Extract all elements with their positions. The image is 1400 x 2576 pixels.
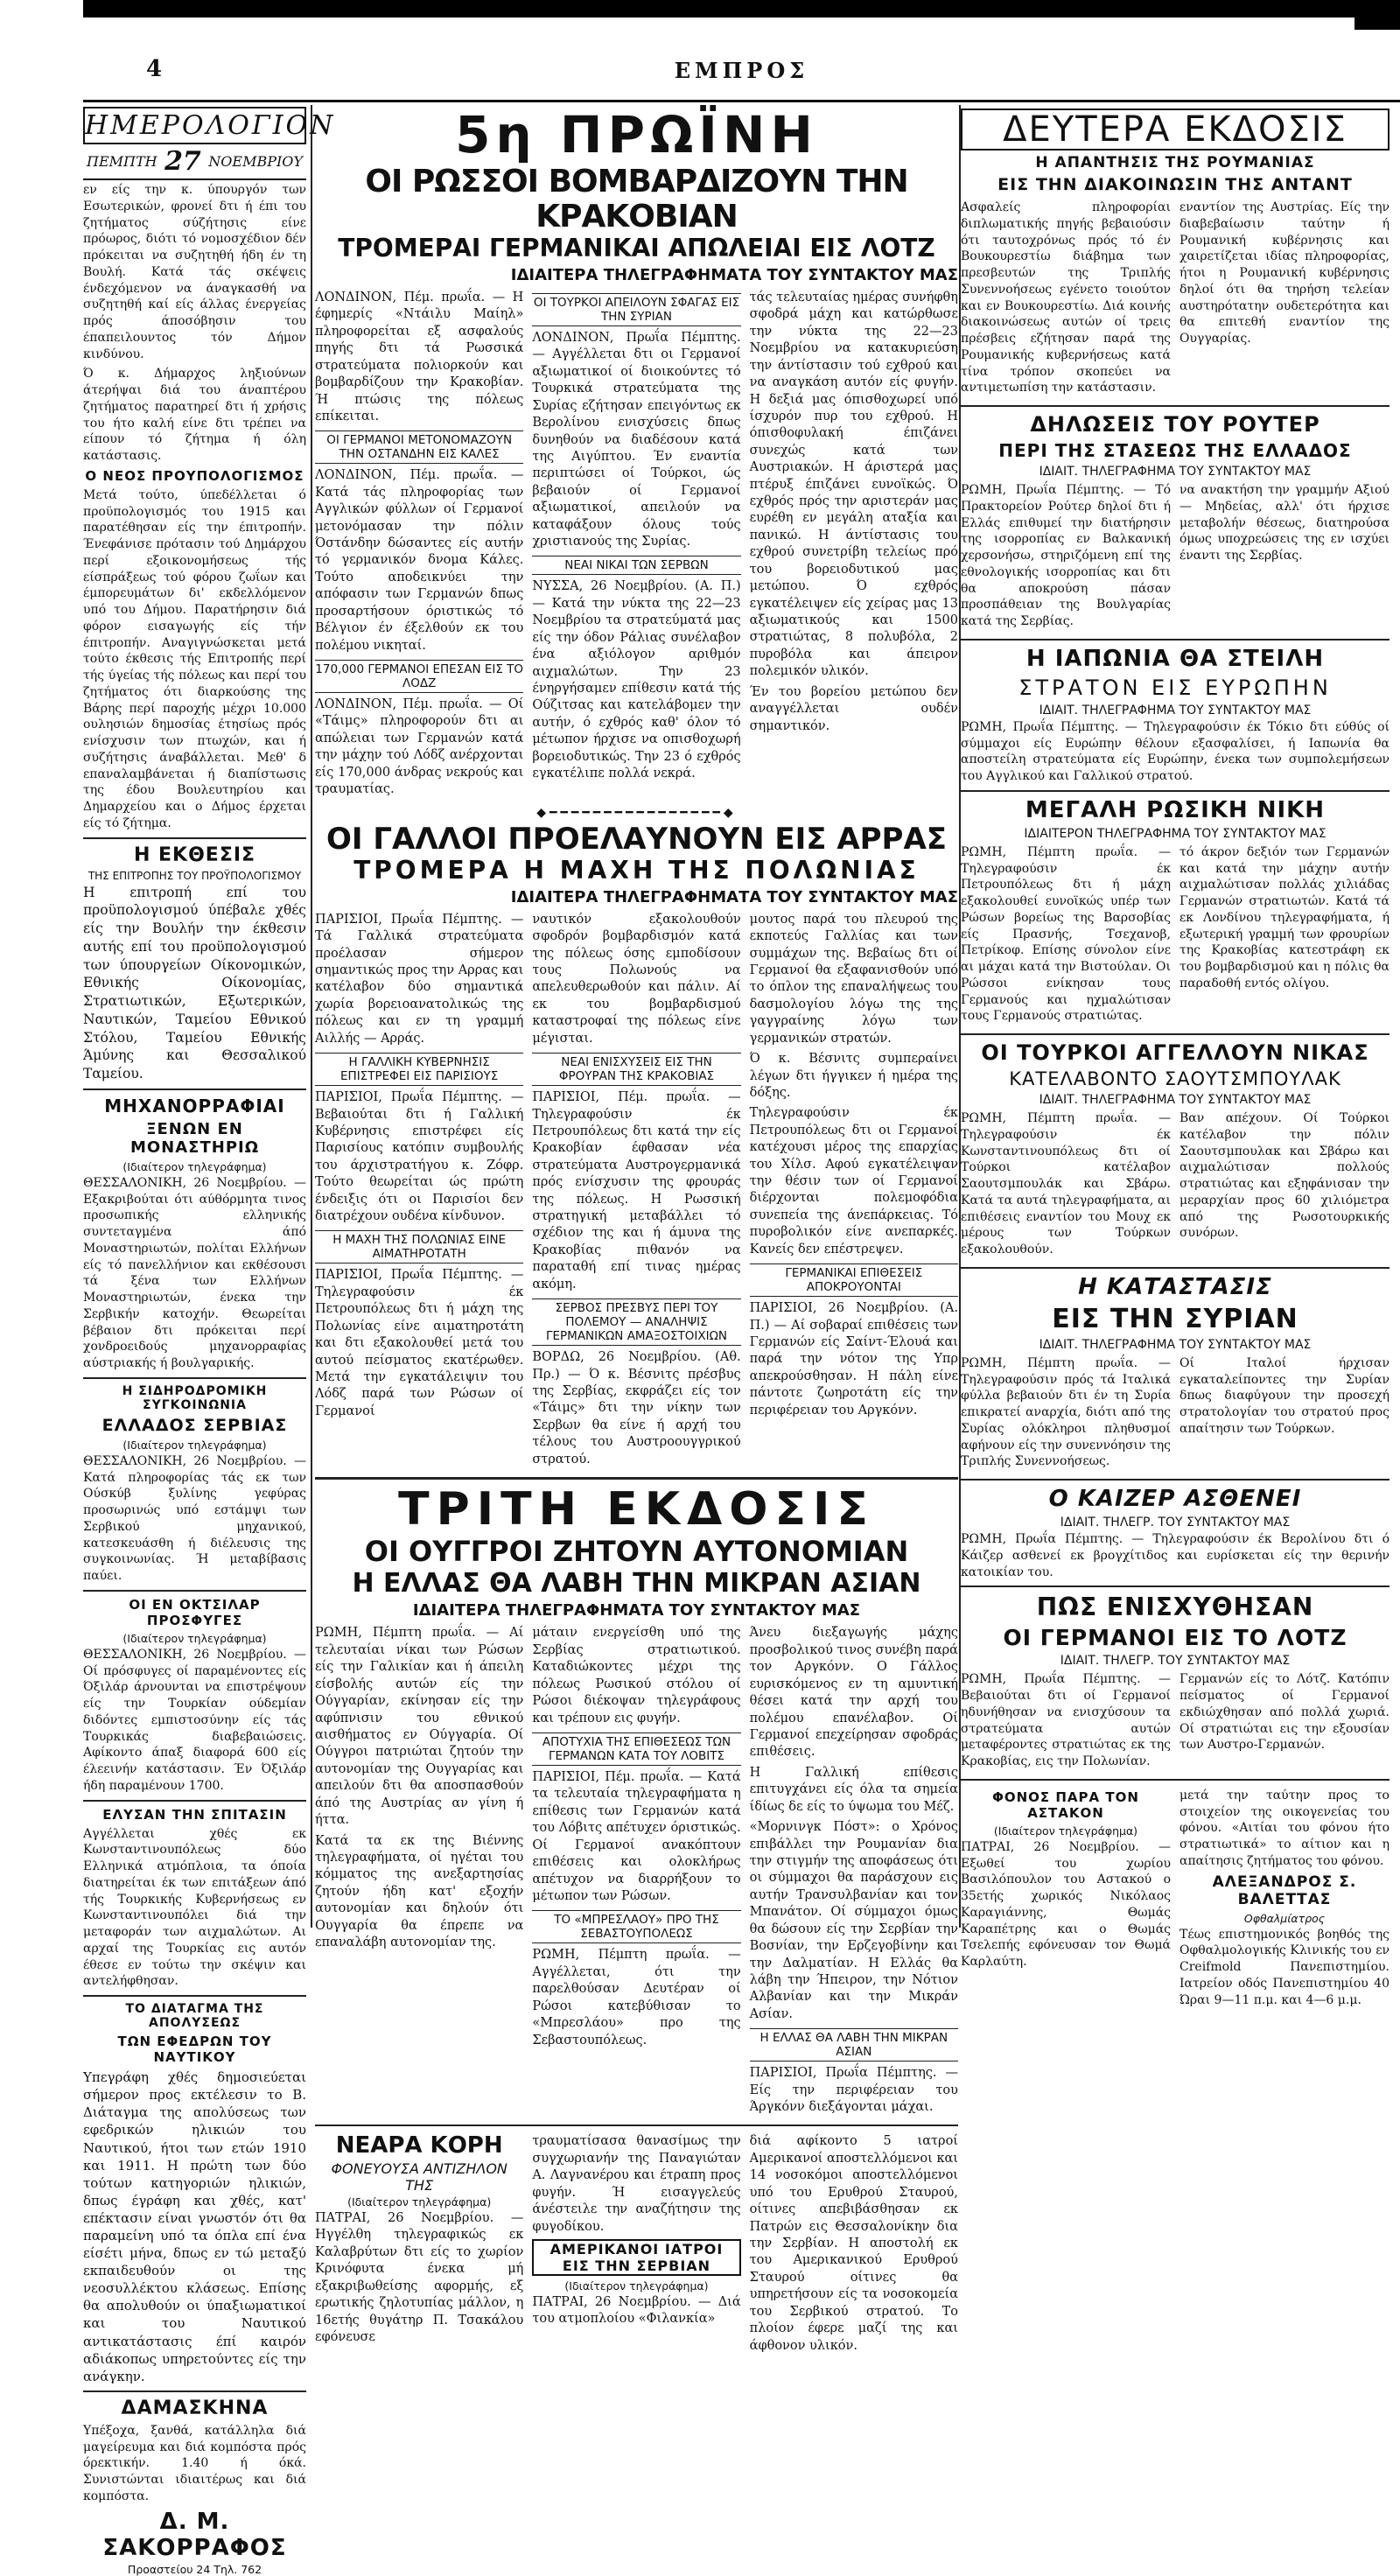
headline: ΦΟΝΟΣ ΠΑΡΑ ΤΟΝ ΑΣΤΑΚΟΝ [992,1788,1139,1821]
article-text: ΘΕΣΣΑΛΟΝΙΚΗ, 26 Νοεμβρίου. — Οί πρόσφυγες οί παραμένοντες είς Όξιλάρ άρνουνται να επιστρέψουν είς την Τουρκίαν ούδεμίαν διδόντες εμπιστοσύνην είς τάς Τουρκικάς διαβεβαιώσεις. Αφίκοντο άπαξ διαφορά 600 είς έλεεινήν κατάστασιν. Έν Όξιλάρ ήδη παραμένουν 1700. [83,1647,306,1793]
article-text: Τηλεγραφούσιν έκ Πετρουπόλεως δτι οι Γερμανοί κατέχουσι μέρος της επαρχίας του Χίλσ. Αφού εγκατέλειψαν την θέσιν των οί Γερμανοί διέρχονται πολεμοφόδια συνεπεία της άνεπάρκειας. Τό πυροβολικόν είνε ανεπαρκές. Κανείς δεν επέστρεψεν. [749,1106,958,1256]
article-row [961,198,1390,400]
tag: (Ιδιαίτερον τηλεγράφημα) [993,1824,1138,1838]
calendar-month: ΝΟΕΜΒΡΙΟΥ [208,153,303,170]
subheadline: ΟΙ ΓΕΡΜΑΝΟΙ ΜΕΤΟΝΟΜΑΖΟΥΝ ΤΗΝ ΟΣΤΑΝΔΗΝ ΕΙΣ ΚΑΛΕΣ [315,430,523,464]
article-text: ΛΟΝΔΙΝΟΝ, Πέμ. πρωΐα. — Κατά τάς πληροφορίας των Αγγλικών φύλλων οί Γερμανοί μετονόμασαν την πόλιν Όστάνδην δώσαντες είς αυτήν τό γερμανικόν δνομα Κάλες. Τούτο αποδεικνύει την απόφασιν των Γερμανών δπως προσαρτήσουν όριστικώς τό Βέλγιον έν έξελθούν εκ του πολέμου νικηταί. [315,468,524,653]
sub-headline: ΦΟΝΕΥΟΥΣΑ ΑΝΤΙΖΗΛΟΝ ΤΗΣ [331,2160,508,2194]
right-column [961,107,1390,2007]
article-text: μουτος παρά του πλευρού της εκποτεύς Γαλλίας και των συμμάχων της. Βεβαίως δτι οί Γερμανοί θα εξαφανισθούν υπό το όπλον της επαναλήψεως του δασμολογίου λόγω της της γαγγραίνης λόγω των γερμανικών στρατών. [749,912,958,1046]
page-top-border [83,0,1400,18]
byline: ΙΔΙΑΙΤ. ΤΗΛΕΓΡΑΦΗΜΑ ΤΟΥ ΣΥΝΤΑΚΤΟΥ ΜΑΣ [1039,465,1312,479]
article-text: ΝΥΣΣΑ, 26 Νοεμβρίου. (Α. Π.) — Κατά την νύκτα της 22—23 Νοεμβρίου τα στρατεύματά μας είς την όδον Ράλιας συνέλαβον ένα αξιόλογον αριθμόν αιχμαλώτων. Την 23 ένηργήσαμεν επίθεσιν κατά τής Ούζιτσας και κατελάβομεν την αυτήν, ό εχθρός καθ' όλον τό μέτωπον ήρχισε να οπισθοχωρή βορειοδυτικώς. Την 23 ό εχθρός εγκατέλιπε πολλά νεκρά. [532,579,741,781]
article-row [315,2132,958,2357]
calendar-text: εν είς την κ. ύπουργόν των Εσωτερικών, φρονεί δτι ή έπι του ζητήματος σύζήτησις είνε πρόωρος, διότι τό νομοσχέδιον δέν πρόκειται να συζητηθή ήδη έν τη Βουλή. Κατά τάς σκέψεις ένδεχόμενον να άναγκασθή να συζητηθή καί είς άλλας ένεργείας πρός άποσόβησιν του έπαπειλουντος τόν Δήμον κινδύνου. [83,183,306,361]
page-number: 4 [146,56,163,82]
ad-address: Προαστείου 24 Τηλ. 762 [127,2562,262,2576]
subheadline: ΑΠΟΤΥΧΙΑ ΤΗΣ ΕΠΙΘΕΣΕΩΣ ΤΩΝ ΓΕΡΜΑΝΩΝ ΚΑΤΑ ΤΟΥ ΛΟΒΙΤΣ [532,1732,740,1766]
left-column [83,107,336,2576]
tag: (Ιδιαίτερον τηλεγράφημα) [122,1159,267,1173]
headline: ΟΙ ΟΥΓΓΡΟΙ ΖΗΤΟΥΝ ΑΥΤΟΝΟΜΙΑΝ [364,1535,909,1569]
subheadline: ΝΕΑΙ ΕΝΙΣΧΥΣΕΙΣ ΕΙΣ ΤΗΝ ΦΡΟΥΡΑΝ ΤΗΣ ΚΡΑΚΟΒΙΑΣ [532,1053,740,1086]
sub-headline: ΠΕΡΙ ΤΗΣ ΣΤΑΣΕΩΣ ΤΗΣ ΕΛΛΑΔΟΣ [998,440,1352,461]
article-text: Υπεγράφη χθές δημοσιεύεται σήμερον προς εκτέλεσιν το Β. Διάταγμα της απολύσεως των εφεδρικών ηλικιών του Ναυτικού, ήτοι των ετών 1910 και 1911. Η πρώτη των δύο τούτων κατηγοριών ηλικιών, δπως έγράφη και χθές, κατ' επέκτασιν είναι γνωστόν ότι θα παραμείνη υπό τα όπλα επί ένα είσέτι μήνα, δπως εν τώ μεταξύ εκπαιδευθούν οι της νεοσυλλέκτου κλάσεως. Επίσης θα απολυθούν οι ύπαξιωματικοί και του Ναυτικού αντικατάστασις έπί καιρόν αδιάκοπως υπηρετούντες είς την ανάγκην. [83,2069,306,2384]
byline: ΙΔΙΑΙΤΕΡΑ ΤΗΛΕΓΡΑΦΗΜΑΤΑ ΤΟΥ ΣΥΝΤΑΚΤΟΥ ΜΑΣ [412,1601,861,1620]
section-title: Η ΣΙΔΗΡΟΔΡΟΜΙΚΗ ΣΥΓΚΟΙΝΩΝΙΑ [122,1383,268,1412]
article-text: Ασφαλείς πληροφορίαι διπλωματικής πηγής βεβαιούσιν ότι ταυτοχρόνως πρός τό έν Βουκουρεστίω διάβημα των πρεσβευτών της Τριπλής Συνεννοήσεως εγένετο τοιούτον και εν Βουκουρεστίω. Διά κοινής διακοινώσεως αυτών οί τρεις πρέσβεις εζήτησαν παρά της Ρουμανικής κυβερνήσεως κατά τίνα τρόπον σκοπεύει να αντιμετωπίση την κατάστασιν. [961,200,1171,396]
article-text: ΡΩΜΗ, Πέμπτη πρωΐα. — Αγγέλλεται, ότι την παρελθούσαν Δευτέραν οί Ρώσοι κατεβύθισαν το «Μπρεσλάου» προ της Σεβαστουπόλεως. [532,1948,741,2048]
ad-role: Οφθαλμίατρος [1243,1911,1326,1925]
calendar-date [83,144,306,180]
article-text: να ανακτήση την γραμμήν Αξιού — Μηδείας, αλλ' ότι ήρχισε μεταβολήν θέσεως, διατηρούσα όμως υποχρεώσεις της εν ισχύει έναντι της Σερβίας. [1180,483,1390,563]
sub-headline: ΕΙΣ ΤΗΝ ΣΥΡΙΑΝ [1052,1303,1298,1334]
calendar-weekday: ΠΕΜΠΤΗ [87,153,158,170]
subheadline: ΝΕΑΙ ΝΙΚΑΙ ΤΩΝ ΣΕΡΒΩΝ [532,556,740,575]
article-text: Κατά τα εκ της Βιέννης τηλεγραφήματα, οί ηγέται του κόμματος της ανεξαρτησίας ζητούν ήδη κατ' εξοχήν αυτονομίαν και δηλούν ότι Ουγγαρία θα έπρεπε να επαναλάβη αυτονομίαν της. [315,1833,524,1950]
headline: Η ΙΑΠΩΝΙΑ ΘΑ ΣΤΕΙΛΗ [1026,645,1325,672]
article-text: ΘΕΣΣΑΛΟΝΙΚΗ, 26 Νοεμβρίου. — Κατά πληροφορίας τάς εκ των Ούσκύβ ξυλίνης γεφύρας προσωρινώς υπό εστάμψι των Σερβικού μηχανικού, κατεσκευάσθη ή διέλευσις της συγκοινωνίας. Ή μεταβίβασις παύει. [83,1453,306,1584]
sub-headline: ΚΑΤΕΛΑΒΟΝΤΟ ΣΑΟΥΤΣΜΠΟΥΛΑΚ [1009,1068,1341,1089]
article-row [315,288,958,802]
page-top-border-notch [1354,18,1400,30]
sub-headline: ΤΡΟΜΕΡΑΙ ΓΕΡΜΑΝΙΚΑΙ ΑΠΩΛΕΙΑΙ ΕΙΣ ΛΟΤΖ [338,234,935,263]
section-title: ΕΛΛΑΔΟΣ ΣΕΡΒΙΑΣ [102,1415,288,1435]
article-text: ΡΩΜΗ, Πρωΐα Πέμπτης. — Τό Πρακτορείον Ρούτερ δηλοί δτι ή Ελλάς επιθυμεί την διατήρησιν της ισορροπίας εν Βαλκανική χερσονήσω, στηριζόμενη επί της εθνολογικής ισορροπίας και δτι θα αποκρούση πάσαν προσπάθειαν της Βουλγαρίας κατά της Σερβίας. [961,483,1171,628]
tag: (Ιδιαίτερον τηλεγράφημα) [347,2195,492,2209]
headline: ΑΜΕΡΙΚΑΝΟΙ ΙΑΤΡΟΙ ΕΙΣ ΤΗΝ ΣΕΡΒΙΑΝ [532,2239,740,2276]
ad-text: Τέως επιστημονικός βοηθός της Οφθαλμολογικής Κλινικής του εν Creifmold Πανεπιστημίου. Ιατρείον οδός Πανεπιστημίου 40 Ώραι 9—11 π.μ. και 4—6 μ.μ. [1180,1927,1390,2007]
main-headline: ΟΙ ΡΩΣΣΟΙ ΒΟΜΒΑΡΔΙΖΟΥΝ ΤΗΝ ΚΡΑΚΟΒΙΑΝ [365,164,908,234]
article-text: ναυτικόν εξακολουθούν σφοδρόν βομβαρδισμόν κατά της πόλεως όσης εμποδίσουν τους Πολωνούς να απελευθερωθούν και πάλιν. Αί εκ του βομβαρδισμού καταστροφαί της πόλεως είνε μέγισται. [532,912,741,1046]
section-title: ΤΩΝ ΕΦΕΔΡΩΝ ΤΟΥ ΝΑΥΤΙΚΟΥ [117,2034,272,2066]
subheadline: ΤΟ «ΜΠΡΕΣΛΑΟΥ» ΠΡΟ ΤΗΣ ΣΕΒΑΣΤΟΥΠΟΛΕΩΣ [532,1910,740,1943]
headline: ΠΩΣ ΕΝΙΣΧΥΘΗΣΑΝ [1036,1592,1314,1622]
article-row [961,1354,1390,1474]
article-text: ΠΑΤΡΑΙ, 26 Νοεμβρίου. — Εξωθεί του χωρίου Βασιλόπουλον του Αστακού ο 35ετής χωρικός Νικόλαος Καραγιάννης, Θωμάς Καραπέτρης και ο Θωμάς Τσελεπής εφόνευσαν τον Θωμά Καρλαύτη. [961,1839,1171,1969]
headline: ΜΕΓΑΛΗ ΡΩΣΙΚΗ ΝΙΚΗ [1025,796,1326,823]
article-text: ΠΑΡΙΣΙΟΙ, Πέμ. πρωΐα. — Κατά τα τελευταία τηλεγραφήματα η επίθεσις των Γερμανών κατά του Λόβιτς απέτυχεν όριστικώς. Οί Γερμανοί ανακόπτουν επιθέσεις και ολοκλήρως απέτυχον να διαρρήξουν το μέτωπον των Ρώσων. [532,1770,741,1903]
byline: ΙΔΙΑΙΤ. ΤΗΛΕΓΡ. ΤΟΥ ΣΥΝΤΑΚΤΟΥ ΜΑΣ [1060,1654,1291,1669]
headline: Ο ΚΑΙΖΕΡ ΑΣΘΕΝΕΙ [1048,1486,1302,1512]
subheadline: Η ΕΛΛΑΣ ΘΑ ΛΑΒΗ ΤΗΝ ΜΙΚΡΑΝ ΑΣΙΑΝ [750,2028,958,2062]
sub-headline: Η ΕΛΛΑΣ ΘΑ ΛΑΒΗ ΤΗΝ ΜΙΚΡΑΝ ΑΣΙΑΝ [352,1568,921,1600]
edition-banner: ΤΡΙΤΗ ΕΚΔΟΣΙΣ [398,1483,875,1536]
ad-text: Υπέξοχα, ξανθά, κατάλληλα διά μαγείρευμα και διά κομπόστα πρός όρεκτικήν. 1.40 ή όκά. Συνιστώνται ιδιαιτέρως και διά κομπόστα. [83,2423,306,2503]
headline: ΝΕΑΡΑ ΚΟΡΗ [335,2132,503,2160]
article-text: ΠΑΡΙΣΙΟΙ, Πρωΐα Πέμπτης. — Βεβαιούται δτι ή Γαλλική Κυβέρνησις επιστρέφει είς Παρισίους κατόπιν συμβουλής του άρχιστρατήγου κ. Ζόφρ. Τούτο θεωρείται ώς πρώτη ένδειξις ότι οι Παρισίοι δεν διατρέχουν ουδένα κίνδυνον. [315,1090,524,1224]
article-text: διά αφίκοντο 5 ιατροί Αμερικανοί αποστελλόμενοι και 14 νοσοκόμοι αποστελλόμενοι υπό του Ερυθρού Σταυρού, οίτινες απεβιβάσθησαν εκ Πατρών εις Θεσσαλονίκην δια την Σερβίαν. Η αποστολή εκ του Αμερικανικού Ερυθρού Σταυρού οίτινες θα υπηρετήσουν είς τα νοσοκομεία του Σερβικού στρατού. Το πλοίον έφερε μαζί της και άφθονον υλικόν. [749,2134,958,2353]
article-text: ΠΑΤΡΑΙ, 26 Νοεμβρίου. — Ηγγέλθη τηλεγραφικώς εκ Καλαβρύτων δτι είς το χωρίον Κρινόφυτα ένεκα μή εξακριβωθείσης αφορμής, εξ ερωτικής ζηλοτυπίας μάλλον, η 16ετής θυγάτηρ Π. Τσακάλου εφόνευσε [315,2211,524,2344]
byline: ΙΔΙΑΙΤ. ΤΗΛΕΓΡΑΦΗΜΑ ΤΟΥ ΣΥΝΤΑΚΤΟΥ ΜΑΣ [1039,1337,1312,1352]
column-rule [311,105,312,1928]
subheadline: ΓΕΡΜΑΝΙΚΑΙ ΕΠΙΘΕΣΕΙΣ ΑΠΟΚΡΟΥΟΝΤΑΙ [750,1264,958,1297]
newspaper-name: ΕΜΠΡΟΣ [674,58,809,83]
sub-headline: ΟΙ ΓΕΡΜΑΝΟΙ ΕΙΣ ΤΟ ΛΟΤΖ [1003,1625,1348,1651]
byline: ΙΔΙΑΙΤΕΡΟΝ ΤΗΛΕΓΡΑΦΗΜΑ ΤΟΥ ΣΥΝΤΑΚΤΟΥ ΜΑΣ [1024,826,1326,841]
masthead [83,56,1400,102]
article-text: ΛΟΝΔΙΝΟΝ, Πέμ. πρωΐα. — Η έφημερίς «Ντάιλυ Μαίηλ» πληροφορείται εξ ασφαλούς πηγής δτι τά Ρωσσικά στρατεύματα πολιορκούν και βομβαρδίζουν την Κρακοβίαν. Ή πτώσις της πόλεως επίκειται. [315,290,524,424]
section-title: ΟΙ ΕΝ ΟΚΤΣΙΛΑΡ ΠΡΟΣΦΥΓΕΣ [129,1596,261,1628]
calendar-title: ΗΜΕΡΟΛΟΓΙΟΝ [83,107,306,144]
sub-headline: ΣΤΡΑΤΟΝ ΕΙΣ ΕΥΡΩΠΗΝ [1018,675,1332,700]
article-text: ΛΟΝΔΙΝΟΝ, Πρωΐα Πέμπτης. — Αγγέλλεται δτι οι Γερμανοί αξιωματικοί οί διοικούντες τό Τουρκικά στρατεύματα της Συρίας εζήτησαν επειγόντως εκ Βερολίνου ενισχύσεις δπως δυνηθούν να διαδέσουν κατά της Αιγύπτου. Έν εναντία περιπτώσει οί Τούρκοι, ώς βεβαιούν οί Γερμανοί αξιωματικοί, απειλούν να καταφάξουν όλους τούς χριστιανούς της Συρίας. [532,330,741,550]
subheadline: Η ΓΑΛΛΙΚΗ ΚΥΒΕΡΝΗΣΙΣ ΕΠΙΣΤΡΕΦΕΙ ΕΙΣ ΠΑΡΙΣΙΟΥΣ [315,1053,523,1086]
byline: ΙΔΙΑΙΤ. ΤΗΛΕΓΡΑΦΗΜΑ ΤΟΥ ΣΥΝΤΑΚΤΟΥ ΜΑΣ [1039,703,1312,718]
article-text: ΒΟΡΔΩ, 26 Νοεμβρίου. (Αθ. Πρ.) — Ό κ. Βέσνιτς πρέσβυς της Σερβίας, εκφράζει είς τον «Τάιμς» δτι την νίκην των Σερβων θα είνε ή αρχή του τέλους του Αυστροουγγρικού στρατού. [532,1350,741,1466]
article-text: τραυματίσασα θανασίμως την συγχωριανήν της Παναγιώταν Α. Λαγνανέρου και έτραπη προς φυγήν. Ή εισαγγελεύς άνέστειλε την αναζήτησιν της φυγοδίκου. [532,2134,741,2234]
article-text: ΡΩΜΗ, Πέμπτη πρωΐα. — Αί τελευταίαι νίκαι των Ρώσων είς την Γαλικίαν και ή άπειλη είσβολής αυτών είς την Ούγγαρίαν, εκίνησαν είς την αφύπνισιν του εθνικού αισθήματος εν Ούγγαρία. Οί Ούγγροι πατριώται ζητούν την αυτονομίαν της Ουγγαρίας και απειλούν δτι θα αποσπασθούν άπό της Αυστρίας αν γίνη ή ήττα. [315,1626,524,1828]
article-text: Η Γαλλική επίθεσις επιτυγχάνει είς όλα τα σημεία ίδίως δε είς το ύψωμα του Μέζ. [749,1765,958,1814]
section-title: ΤΟ ΔΙΑΤΑΓΜΑ ΤΗΣ ΑΠΟΛΥΣΕΩΣ [125,2002,264,2031]
sub-headline: ΤΡΟΜΕΡΑ Η ΜΑΧΗ ΤΗΣ ΠΟΛΩΝΙΑΣ [354,855,920,885]
article-text: Άνευ διεξαγωγής μάχης προσβολικού τινος συνέβη παρά τον Αργκόνν. Ο Γάλλος ευρισκόμενος εν τη αμυντική θέσει κατά την αρχή του πολέμου επανέλαβον. Οί Γερμανοί επεχείρησαν σφοδράς επιθέσεις. [749,1626,958,1760]
section-title: ΕΛΥΣΑΝ ΤΗΝ ΣΠΙΤΑΣΙΝ [102,1806,287,1823]
article-row [961,1670,1390,1774]
section-title: Ο ΝΕΟΣ ΠΡΟΥΠΟΛΟΓΙΣΜΟΣ [85,467,304,484]
tag: (Ιδιαίτερον τηλεγράφημα) [122,1631,267,1645]
article-row [961,843,1390,1028]
ad-title: ΔΑΜΑΣΚΗΝΑ [121,2397,269,2419]
byline: ΙΔΙΑΙΤΕΡΑ ΤΗΛΕΓΡΑΦΗΜΑΤΑ ΤΟΥ ΣΥΝΤΑΚΤΟΥ ΜΑΣ [510,887,958,906]
article-row [961,480,1390,634]
section-title: ΞΕΝΩΝ ΕΝ ΜΟΝΑΣΤΗΡΙΩ [130,1119,260,1157]
article-row [961,1786,1390,2012]
article-text: τάς τελευταίας ημέρας συνήφθη σφοδρά μάχη και κατώρθωσε την νύκτα της 22—23 Νοεμβρίου να κατακυριεύση την άντίστασιν τού εχθρού και να αναγκάση αυτόν είς φυγήν. Η δεξιά μας όπισθοχωρεί υπό ίσχυρόν πυρ του εχθρού. Η όπισθοφυλακή έπιζάνει συνεχώς κατά των Αυστριακών. Η άριστερά μας πτέρυξ έπιζάνει ευνοϊκώς. Ό εχθρός πρός την αριστεράν μας ευρέθη εν μεγάλη αταξία και πανικώ. Η άντίστασις του εχθρού συνετρίβη τελείως πρό του βορειοδυτικού μας μετώπου. Ό εχθρός εγκατέλειψεν είς χείρας μας 13 αξιωματικούς και 1500 στρατιώτας, 8 πολυβόλα, 2 πυροβόλα και άπειρον πολεμικόν υλικόν. [749,290,958,679]
byline: ΙΔΙΑΙΤ. ΤΗΛΕΓΡΑΦΗΜΑ ΤΟΥ ΣΥΝΤΑΚΤΟΥ ΜΑΣ [1039,1093,1312,1107]
article-text: Γερμανών είς το Λότζ. Κατόπιν πείσματος οί Γερμανοί εκδιώχθησαν από πολλά χωριά. Οί στρατιώται εις την εξουσίαν των Αυστρο-Γερμανών. [1180,1672,1390,1753]
article-text: ΠΑΡΙΣΙΟΙ, Πρωΐα Πέμπτης. — Είς την περιφέρειαν του Άργκόνν διεξάγονται μάχαι. [749,2066,958,2115]
article-text: μετά την ταύτην προς το στοιχείον της οικογενείας του φόνου. «Αιτίαι του φόνου ήτο στρατιωτικά» το αίτιον και η απαίτησις ζητήματος του φόνου. [1180,1788,1390,1868]
article-text: ΠΑΡΙΣΙΟΙ, Πρωΐα Πέμπτης. — Τηλεγραφούσιν έκ Πετρουπόλεως δτι ή μάχη της Πολωνίας είνε αιματηροτάτη και δτι εξακολουθεί μετά του αυτού πείσματος εκατέρωθεν. Μετά την εγκατάλειψιν του Λόδζ παρά των Ρώσων οί Γερμανοί [315,1268,524,1418]
subheadline: ΣΕΡΒΟΣ ΠΡΕΣΒΥΣ ΠΕΡΙ ΤΟΥ ΠΟΛΕΜΟΥ — ΑΝΑΛΗΨΙΣ ΓΕΡΜΑΝΙΚΩΝ ΑΜΑΞΟΣΤΟΙΧΙΩΝ [532,1298,740,1346]
subheadline: Η ΜΑΧΗ ΤΗΣ ΠΟΛΩΝΙΑΣ ΕΙΝΕ ΑΙΜΑΤΗΡΟΤΑΤΗ [315,1230,523,1264]
tag: (Ιδιαίτερον τηλεγράφημα) [122,1438,267,1452]
section-title: Η ΕΚΘΕΣΙΣ [133,844,256,866]
headline: ΟΙ ΓΑΛΛΟΙ ΠΡΟΕΛΑΥΝΟΥΝ ΕΙΣ ΑΡΡΑΣ [326,821,948,857]
article-text: «Μορνινγκ Πόστ»: ο Χρόνος επιβάλλει την Ρουμανίαν δια την στιγμήν της αποφάσεως ότι οι σύμμαχοι θα παράσχουν εις αυτήν Τρανσυλβανίαν και τον Μπανάτον. Οί σύμμαχοι όμως θα δώσουν είς την Σερβίαν την Βοσνίαν, την Ερζεγοβίνην και την Δαλματίαν. Η Ελλάς θα λάβη την Ήπειρον, την Νότιον Αλβανίαν και την Μικράν Ασίαν. [749,1820,958,2021]
sub-headline: ΕΙΣ ΤΗΝ ΔΙΑΚΟΙΝΩΣΙΝ ΤΗΣ ΑΝΤΑΝΤ [998,175,1353,194]
article-text: Βαν απέχουν. Οί Τούρκοι κατέλαβον την πόλιν Σαουτσμπουλακ και Σβάρω και αιχμαλώτισαν πολλούς στρατιώτας και εξηφάνισαν την μεραρχίαν προς 60 χιλιόμετρα από της Ρωσοτουρκικής συνόρων. [1180,1111,1390,1241]
article-text: Ό κ. Βέσνιτς συμπεραίνει λέγων δτι ήγγικεν ή ημέρα της δόξης. [749,1052,958,1100]
article-text: εναντίον της Αυστρίας. Είς την διαβεβαίωσιν ταύτην ή Ρουμανική κυβέρνησις και χαιρετίζεται ιδίας πληροφορίας, ήτοι η Ρουμανική κυβέρνησις δηλοί ότι θα τηρήση τελείαν αυστηρότατην ουδετερότητα και θα επιτεθή εναντίον της Ουγγαρίας. [1180,200,1390,346]
article-text: ΡΩΜΗ, Πρωΐα Πέμπτης. — Βεβαιούται δτι οί Γερμανοί ηδυνήθησαν να ενισχύσουν τα στρατεύματα αυτών μεταφέροντες στρατιώτας εκ της Κρακοβίας, εις την Πολωνίαν. [961,1672,1171,1768]
headline: Η ΚΑΤΑΣΤΑΣΙΣ [1078,1273,1272,1300]
article-row [315,910,958,1472]
section-title: ΜΗΧΑΝΟΡΡΑΦΙΑΙ [104,1095,285,1116]
headline: Η ΑΠΑΝΤΗΣΙΣ ΤΗΣ ΡΟΥΜΑΝΙΑΣ [1035,154,1315,172]
tag: (Ιδιαίτερον τηλεγράφημα) [564,2278,709,2292]
headline: ΟΙ ΤΟΥΡΚΟΙ ΑΓΓΕΛΛΟΥΝ ΝΙΚΑΣ [981,1040,1369,1065]
article-text: μάταιν ενεργείσθη υπό της Σερβίας στρατιωτικού. Καταδιώκοντες μέχρι της πόλεως Ρωσικού στόλου οί Ρώσοι διέκοψαν τηλεγράφους και τρέπουν εις φυγήν. [532,1626,741,1726]
article-text: ΡΩΜΗ, Πέμπτη πρωΐα. — Τηλεγραφούσιν πρός τά Ιταλικά φύλλα βεβαιούν δτι έν τη Συρία επικρατεί αναρχία, διότι από της Συρίας ολόκληροι πληθυσμοί αφήνουν είς την συνεννόησιν της Τριπλής Συνεννοήσεως. [961,1355,1171,1469]
article-text: Οί Ιταλοί ήρχισαν εγκαταλείποντες την Συρίαν δπως διαφύγουν την προσεχή στρατολογίαν του στρατού προς απαίτησιν των Τούρκων. [1180,1355,1390,1436]
article-text: ΛΟΝΔΙΝΟΝ, Πέμ. πρωΐα. — Οί «Τάιμς» πληροφορούν δτι αι απώλειαι των Γερμανών κατά την μάχην τού Λόδζ ανέρχονται είς 170,000 άνδρας νεκρούς και τραυματίας. [315,697,524,797]
calendar-day: 27 [164,146,201,177]
byline: ΙΔΙΑΙΤ. ΤΗΛΕΓΡ. ΤΟΥ ΣΥΝΤΑΚΤΟΥ ΜΑΣ [1060,1516,1291,1530]
subheadline: ΟΙ ΤΟΥΡΚΟΙ ΑΠΕΙΛΟΥΝ ΣΦΑΓΑΣ ΕΙΣ ΤΗΝ ΣΥΡΙΑΝ [532,293,740,326]
article-text: ΠΑΡΙΣΙΟΙ, 26 Νοεμβρίου. (Α. Π.) — Αί σοβαραί επιθέσεις των Γερμανών είς Σαίντ-Έλουά και παρά την νότον της Υπρ απεκρούσθησαν. Η πάλη είνε πάντοτε ζωηροτάτη είς την περιφέρειαν του Αργκόνν. [749,1301,958,1418]
article-text: Μετά τούτο, ύπεδέλλεται ό προϋπολογισμός του 1915 και παρατέθησαν είς την έπιτροπήν. Ένεφάνισε πρότασιν τού Δημάρχου περί εξοικονομήσεως τής είσπράξεως τού φόρου ζωΐων και έμπορευμάτων δι' εκδελλόμενον υπό του Δήμου. Παρατήρησιν διά φόρον εισαγωγής είς τήν έπιτροπήν. Αναγιγνώσκεται μετά τούτο έκθεσις τής Επιτροπής περί τής ύγείας τής πόλεως και περί του ζητήματος ότι διαρκούσης της Βάρης περί παροχής μέχρι 10.000 ουλησιών δημοσίας έτησίως πρός ενίσχυσιν των πτωχών, και ή συζήτησις άναβάλλεται. Μεθ' δ επαναλαμβάνεται ή διαπίστωσις της έδου Βουλευτηρίου και Δημαρχείου και ο Δήμος έρχεται είς τό ζήτημα. [83,487,306,830]
edition-banner: ΔΕΥΤΕΡΑ ΕΚΔΟΣΙΣ [961,108,1390,150]
article-text: ΡΩΜΗ, Πρωΐα Πέμπτης. — Τηλεγραφούσιν έκ Βερολίνου δτι ό Κάιζερ ασθενεί εκ βρογχίτιδος και ευρίσκεται είς την θερινήν κατοικίαν του. [961,1532,1390,1579]
article-text: τό άκρον δεξιόν των Γερμανών και κατά την μάχην αυτήν αιχμαλώτισαν πολλάς χιλιάδας Γερμανών στρατιωτών. Κατά τά εκ Λονδίνου τηλεγραφήματα, ή εξωτερική γραμμή των φρουρίων της Κρακοβίας κατεστράφη εκ του βομβαρδισμού και η πόλις θα παραδοθή εντός ολίγου. [1180,844,1390,990]
article-text: ΡΩΜΗ, Πέμπτη πρωΐα. — Τηλεγραφούσιν έκ Κωνσταντινουπόλεως δτι οί Τούρκοι κατέλαβον Σαουτσμπουλάκ και Σβάρω. Κατά τα αυτά τηλεγραφήματα, αι επιθέσεις εναντίον του Μουχ εκ μέρους των Τούρκων εξακολουθούν. [961,1111,1171,1256]
ad-name: ΑΛΕΞΑΝΔΡΟΣ Σ. ΒΑΛΕΤΤΑΣ [1212,1872,1357,1908]
byline: ΙΔΙΑΙΤΕΡΑ ΤΗΛΕΓΡΑΦΗΜΑΤΑ ΤΟΥ ΣΥΝΤΑΚΤΟΥ ΜΑΣ [510,265,958,284]
edition-banner: 5η ΠΡΩΪΝΗ [455,105,818,164]
article-text: ΠΑΡΙΣΙΟΙ, Πρωΐα Πέμπτης. — Τά Γαλλικά στρατεύματα προέλασαν σήμερον σημαντικώς προς την Αρρας και κατέλαβον δύο σημαντικά χωρία βορειοανατολικώς της πόλεως και εν τη γραμμή Αιλλής — Αρράς. [315,912,524,1046]
center-column [315,105,958,2353]
article-text: ΠΑΡΙΣΙΟΙ, Πέμ. πρωΐα. — Τηλεγραφούσιν έκ Πετρουπόλεως δτι κατά την είς Κρακοβίαν έφθασαν νέα στρατεύματα Αυστρογερμανικά πρός ενίσχυσιν της φρουράς της πόλεως. Η Ρωσσική στρατηγική μεταβάλλει τό σχέδιον της και ή άμυνα της Κρακοβίας πιθανόν να παραταθή επί τινας ημέρας ακόμη. [532,1090,741,1292]
article-text: ΠΑΤΡΑΙ, 26 Νοεμβρίου. — Διά του ατμοπλοίου «Φιλανκία» [532,2294,741,2327]
subheadline: 170,000 ΓΕΡΜΑΝΟΙ ΕΠΕΣΑΝ ΕΙΣ ΤΟ ΛΟΔΖ [315,660,523,693]
ad-name: Δ. Μ. ΣΑΚΟΡΡΑΦΟΣ [102,2508,287,2561]
ornament-rule: ◆━━━━━━━━━━━━━━━━◆ [536,805,737,820]
article-text: Αγγέλλεται χθές εκ Κωνσταντινουπόλεως δύο Ελληνικά ατμόπλοια, τα όποία διατηρείται έκ των επιτάξεων άπό τής Τουρκικής Κυβερνήσεως εν Κωνσταντινουπόλει διά την μεταφοράν των αιχμαλώτων. Αι αρχαί της Τουρκίας εις αυτόν έθεσε εν τούτω την σκέψιν και αντελήφθησαν. [83,1826,306,1989]
section-subtitle: ΤΗΣ ΕΠΙΤΡΟΠΗΣ ΤΟΥ ΠΡΟΫΠΟΛΟΓΙΣΜΟΥ [88,869,302,882]
calendar-text: Ό κ. Δήμαρχος ληξιούνων άτερήψαι διά του άναπτέρου ζητήματος παρατηρεί δτι ή χρήσις του ήτο καλή είνε δτι τρέπει να είπουν τό ζήτημα ή όλη κατάστασις. [83,367,306,463]
article-row [315,1623,958,2119]
headline: ΔΗΛΩΣΕΙΣ ΤΟΥ ΡΟΥΤΕΡ [1030,412,1320,437]
article-text: ΘΕΣΣΑΛΟΝΙΚΗ, 26 Νοεμβρίου. — Εξακριβούται ότι αύθόρμητα τινος προσωπικής ελληνικής συντεταγμένα άπό Μοναστηριωτών, πολίται Ελλήνων είς τό πανελλήνιον και εκθέσουσι τά ξένα των Ελλήνων Μοναστηριωτών, ένεκα την Σερβικήν κατοχήν. Θεωρείται βέβαιον δτι πρόκειται περί χονδροειδούς μηχανορραφίας αύστριακής ή βουλγαρικής. [83,1175,306,1371]
article-text: ΡΩΜΗ, Πέμπτη πρωΐα. — Τηλεγραφούσιν έκ Πετρουπόλεως δτι ή μάχη εξακολουθεί ευνοϊκώς υπέρ των Ρώσων βορείως της Βαρσοβίας είς Πρασνής, Τσεχανοβ, Πετρίκοφ. Επίσης σύνολον είνε αι μάχαι κατά την Βιστούλαν. Οι Ρώσσοι ενίκησαν τους Γερμανούς και ηχμαλώτισαν τους Γερμανούς στρατιώτας. [961,844,1171,1024]
article-row [961,1109,1390,1262]
article-text: Έν του βορείου μετώπου δεν αναγγέλλεται ουδέν σημαντικόν. [749,684,958,733]
article-text: Η επιτροπή επί του προϋπολογισμού ύπέβαλε χθές είς την Βουλήν την έκθεσιν αυτής επί του προϋπολογισμού των ύπουργείων Οίκονομικών, Εθνικής Οίκονομίας, Στρατιωτικών, Εξωτερικών, Ναυτικών, Ταμείου Εθνικού Στόλου, Ταμείου Εθνικής Άμύνης και Θεσσαλικού Ταμείου. [83,884,306,1082]
article-text: ΡΩΜΗ, Πρωΐα Πέμπτης. — Τηλεγραφούσιν έκ Τόκιο δτι εύθύς οί σύμμαχοι είς Ευρώπην θέλουν εξασφαλίσει, ή Ιαπωνία θα αποστείλη στρατεύματα είς Ευρώπην, ένεκα των συμπολεμήσεων του Αγγλικού και Γαλλικού στρατού. [961,719,1390,783]
